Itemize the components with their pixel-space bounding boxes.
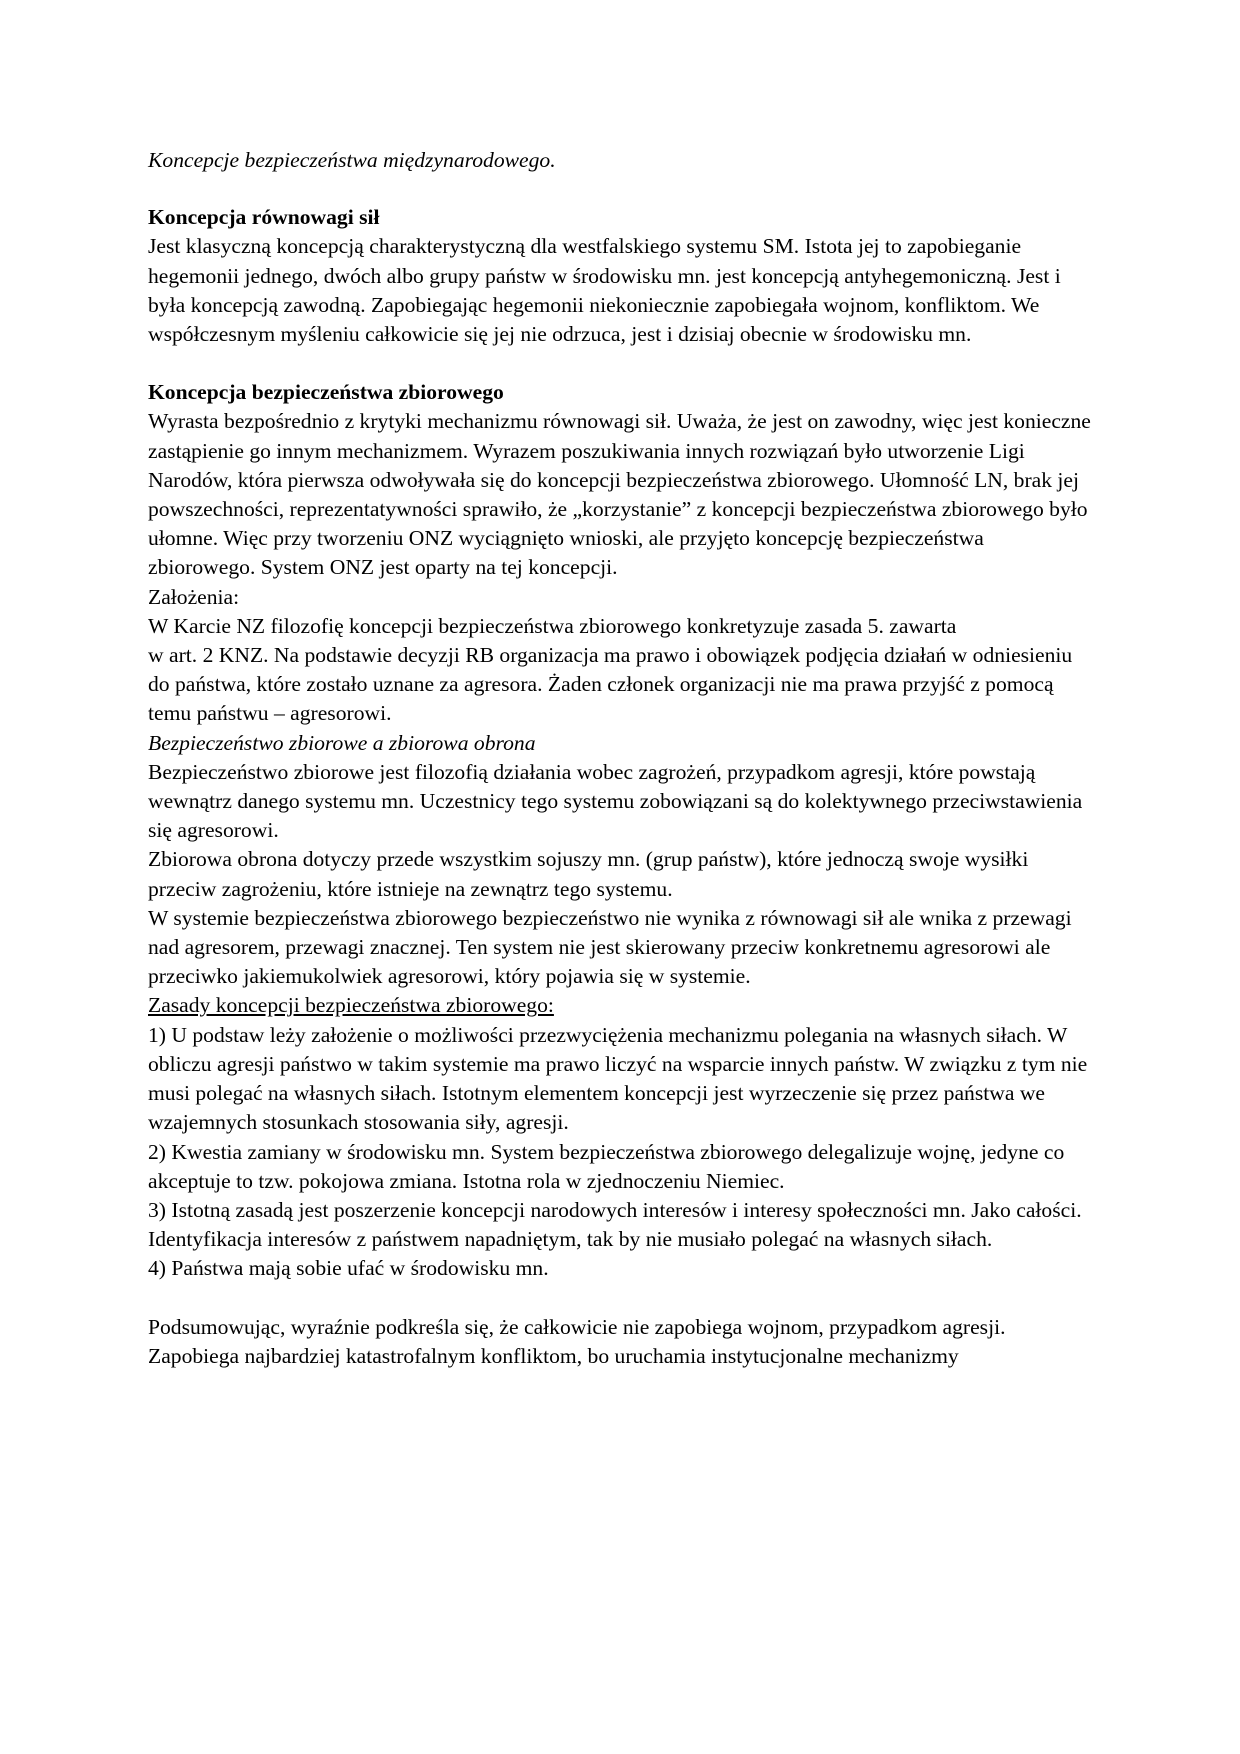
paragraph-spacer: [148, 349, 1092, 378]
document-title: Koncepcje bezpieczeństwa międzynarodowego.: [148, 148, 556, 172]
paragraph-collective-security: Bezpieczeństwo zbiorowe jest filozofią działania wobec zagrożeń, przypadkom agresji, które powstają wewnątrz danego systemu mn. Uczestnicy tego systemu zobowiązani są do kolektywnego przeciwstawienia się agresorowi.: [148, 759, 1083, 843]
paragraph-system-note: W systemie bezpieczeństwa zbiorowego bezpieczeństwo nie wynika z równowagi sił ale wnika z przewagi nad agresorem, przewagi znacznej. Ten system nie jest skierowany przeciw konkretnemu agresorowi ale przeciwko jakiemukolwiek agresorowi, który pojawia się w systemie.: [148, 905, 1072, 989]
principle-item: 4) Państwa mają sobie ufać w środowisku mn.: [148, 1256, 549, 1281]
paragraph-final-line: Zapobiega najbardziej katastrofalnym konfliktom, bo uruchamia instytucjonalne mechanizmy: [148, 1343, 959, 1368]
paragraph-collective-defense: Zbiorowa obrona dotyczy przede wszystkim sojuszy mn. (grup państw), które jednoczą swoje wysiłki przeciw zagrożeniu, które istnieje na zewnątrz tego systemu.: [148, 847, 1029, 901]
principles-heading: Zasady koncepcji bezpieczeństwa zbiorowego:: [148, 993, 554, 1018]
paragraph-balance-of-power: Jest klasyczną koncepcją charakterystyczną dla westfalskiego systemu SM. Istota jej to zapobieganie hegemonii jednego, dwóch albo grupy państw w środowisku mn. jest koncepcją antyhegemoniczną. Jest i była koncepcją zawodną. Zapobiegając hegemonii niekoniecznie zapobiegała wojnom, konfliktom. We współczesnym myśleniu całkowicie się jej nie odrzuca, jest i dzisiaj obecnie w środowisku mn.: [148, 234, 1061, 347]
principle-item: 1) U podstaw leży założenie o możliwości przezwyciężenia mechanizmu polegania na własnych siłach. W obliczu agresji państwo w takim systemie ma prawo liczyć na wsparcie innych państw. W związku z tym nie musi polegać na własnych siłach. Istotnym elementem koncepcji jest wyrzeczenie się przez państwa we wzajemnych stosunkach stosowania siły, agresji.: [148, 1022, 1088, 1135]
section-heading-balance-of-power: Koncepcja równowagi sił: [148, 205, 380, 230]
assumptions-label: Założenia:: [148, 584, 240, 609]
paragraph-summary: Podsumowując, wyraźnie podkreśla się, że całkowicie nie zapobiega wojnom, przypadkom agresji.: [148, 1314, 1006, 1339]
subheading-security-vs-defense: Bezpieczeństwo zbiorowe a zbiorowa obrona: [148, 730, 536, 755]
paragraph-charter: W Karcie NZ filozofię koncepcji bezpieczeństwa zbiorowego konkretyzuje zasada 5. zawarta: [148, 613, 957, 638]
document-page: [148, 146, 1092, 1371]
principle-item: 3) Istotną zasadą jest poszerzenie koncepcji narodowych interesów i interesy społeczności mn. Jako całości. Identyfikacja interesów z państwem napadniętym, tak by nie musiało polegać na własnych siłach.: [148, 1197, 1082, 1252]
paragraph-collective-security-intro: Wyrasta bezpośrednio z krytyki mechanizmu równowagi sił. Uważa, że jest on zawodny, więc jest konieczne zastąpienie go innym mechanizmem. Wyrazem poszukiwania innych rozwiązań było utworzenie Ligi Narodów, która pierwsza odwoływała się do koncepcji bezpieczeństwa zbiorowego. Ułomność LN, brak jej powszechności, reprezentatywności sprawiło, że „korzystanie” z koncepcji bezpieczeństwa zbiorowego było ułomne. Więc przy tworzeniu ONZ wyciągnięto wnioski, ale przyjęto koncepcję bezpieczeństwa zbiorowego. System ONZ jest oparty na tej koncepcji.: [148, 409, 1091, 580]
paragraph-charter-continued: w art. 2 KNZ. Na podstawie decyzji RB organizacja ma prawo i obowiązek podjęcia działań w odniesieniu do państwa, które zostało uznane za agresora. Żaden członek organizacji nie ma prawa przyjść z pomocą temu państwu – agresorowi.: [148, 643, 1073, 726]
paragraph-spacer: [148, 1284, 1092, 1313]
section-heading-collective-security: Koncepcja bezpieczeństwa zbiorowego: [148, 380, 504, 405]
principle-item: 2) Kwestia zamiany w środowisku mn. System bezpieczeństwa zbiorowego delegalizuje wojnę, jedyne co akceptuje to tzw. pokojowa zmiana. Istotna rola w zjednoczeniu Niemiec.: [148, 1139, 1065, 1193]
